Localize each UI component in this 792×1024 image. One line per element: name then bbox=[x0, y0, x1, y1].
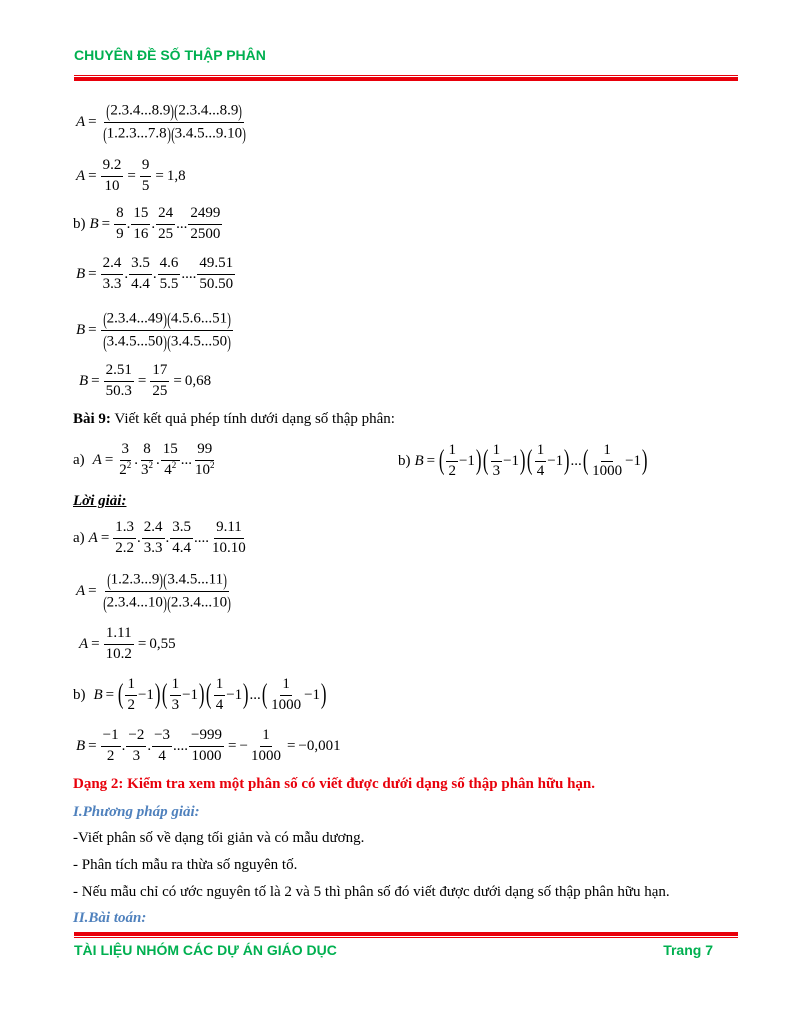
solution-b-result: B = $\frac{-1}{2}$ . $\frac{-2}{3}$ . $\frac{-3}{4}$ .... $\frac{-999}{1000}$ = − $\frac{1}{1000}$ = −0,001 bbox=[76, 727, 341, 764]
solution-a-result: A = $\frac{1.11}{10.2}$ = 0,55 bbox=[79, 625, 176, 662]
method-step-1: -Viết phân số về dạng tối giản và có mẫu dương. bbox=[73, 830, 365, 846]
solution-a-grouped: A = $\frac{(1.2.3...9)(3.4.5...11)}{(2.3.4...10)(2.3.4...10)}$ bbox=[76, 570, 231, 613]
solution-a-product: a) A = $\frac{1.3}{2.2}$ . $\frac{2.4}{3.3}$ . $\frac{3.5}{4.4}$ .... $\frac{9.11}{10.10}$ bbox=[73, 519, 246, 556]
eq-b-expand: B = $\frac{2.4}{3.3}$ . $\frac{3.5}{4.4}$ . $\frac{4.6}{5.5}$ .... $\frac{49.51}{50.50}$ bbox=[76, 255, 234, 292]
solution-b-expression: b) B = ( $\frac{1}{2}$ −1 ) ( $\frac{1}{3}$ −1 ) ( $\frac{1}{4}$ −1 ) ... ( $\frac{1}{1000}$ −1 ) bbox=[73, 676, 327, 713]
header-rule bbox=[74, 75, 738, 81]
eq-b-product: b) B = $\frac{8}{9}$ . $\frac{15}{16}$ . $\frac{24}{25}$ ... $\frac{2499}{2500}$ bbox=[73, 205, 221, 242]
footer-rule bbox=[74, 932, 738, 938]
exercise-9-statement: Bài 9: Viết kết quả phép tính dưới dạng số thập phân: bbox=[73, 411, 395, 427]
eq-a-product: A = $\frac{(2.3.4...8.9)(2.3.4...8.9)}{(1.2.3...7.8)(3.4.5...9.10)}$ bbox=[76, 101, 246, 144]
eq-a-result: A = $\frac{9.2}{10}$ = $\frac{9}{5}$ = 1,8 bbox=[76, 157, 186, 194]
page-header-title: CHUYÊN ĐỀ SỐ THẬP PHÂN bbox=[74, 47, 266, 63]
method-step-2: - Phân tích mẫu ra thừa số nguyên tố. bbox=[73, 857, 298, 873]
eq-b-result: B = $\frac{2.51}{50.3}$ = $\frac{17}{25}$ = 0,68 bbox=[79, 362, 212, 399]
section-dang-2-title: Dạng 2: Kiểm tra xem một phân số có viết được dưới dạng số thập phân hữu hạn. bbox=[73, 776, 596, 792]
method-heading: I.Phương pháp giải: bbox=[73, 804, 200, 820]
footer-left-text: TÀI LIỆU NHÓM CÁC DỰ ÁN GIÁO DỤC bbox=[74, 942, 337, 958]
method-step-3: - Nếu mẫu chỉ có ước nguyên tố là 2 và 5 thì phân số đó viết được dưới dạng số thập phân hữu hạn. bbox=[73, 884, 670, 900]
eq-b-grouped: B = $\frac{(2.3.4...49)(4.5.6...51)}{(3.4.5...50)(3.4.5...50)}$ bbox=[76, 310, 234, 351]
solution-heading: Lời giải: bbox=[73, 493, 127, 509]
exercise-b: b) B = ( $\frac{1}{2}$ −1 ) ( $\frac{1}{3}$ −1 ) ( $\frac{1}{4}$ −1 ) ... ( $\frac{1}{1000}$ −1 ) bbox=[398, 442, 648, 479]
page-number: Trang 7 bbox=[663, 942, 713, 958]
exercise-a: a) A = $\frac{3}{2^2}$ . $\frac{8}{3^2}$ . $\frac{15}{4^2}$ ... $\frac{99}{10^2}$ bbox=[73, 441, 215, 478]
problems-heading: II.Bài toán: bbox=[73, 910, 147, 926]
